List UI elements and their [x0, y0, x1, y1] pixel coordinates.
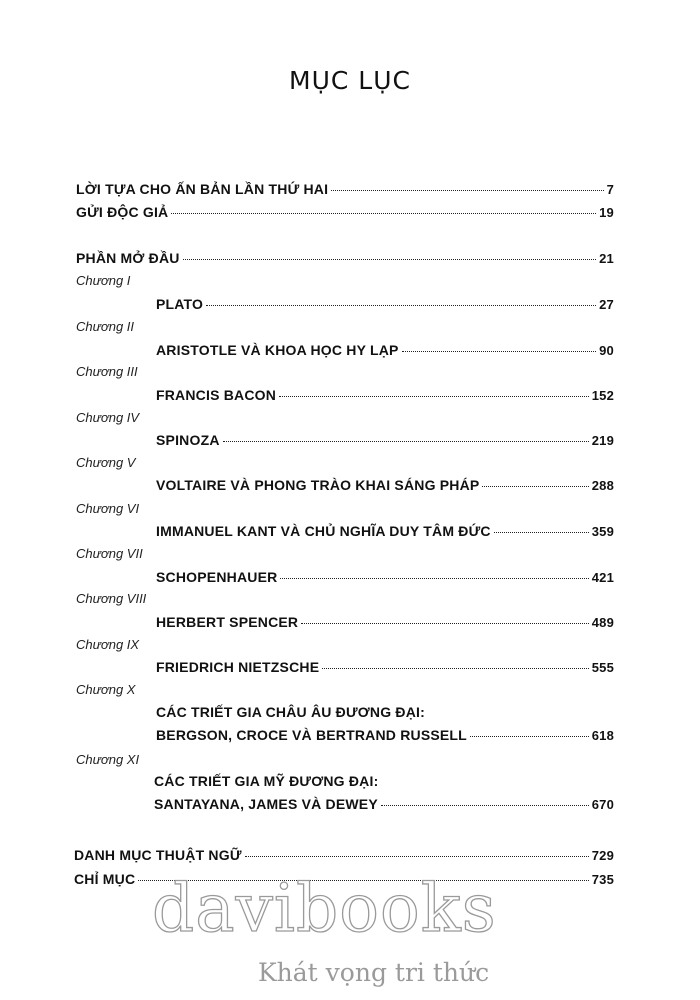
toc-entry-title-line: CÁC TRIẾT GIA MỸ ĐƯƠNG ĐẠI:: [154, 773, 379, 789]
chapter-number: Chương III: [76, 364, 138, 379]
chapter-number: Chương IX: [76, 637, 140, 652]
chapter-number: Chương XI: [76, 752, 140, 767]
toc-entry-label: GỬI ĐỘC GIẢ: [76, 204, 169, 220]
toc-entry-label: ARISTOTLE VÀ KHOA HỌC HY LẠP: [156, 342, 399, 358]
toc-entry-label: FRANCIS BACON: [156, 387, 277, 403]
toc-entry-introduction: [76, 250, 614, 266]
toc-entry-page: 7: [606, 182, 614, 197]
toc-entry-page: 21: [599, 251, 614, 266]
dot-leader: [223, 441, 589, 442]
chapter-number: Chương II: [76, 319, 135, 334]
dot-leader: [280, 578, 588, 579]
toc-entry-page: 555: [591, 660, 614, 675]
chapter-number: Chương I: [76, 273, 131, 288]
toc-entry-label: LỜI TỰA CHO ẤN BẢN LẦN THỨ HAI: [76, 181, 329, 197]
dot-leader: [245, 856, 589, 857]
chapter-number: Chương VIII: [76, 591, 147, 606]
toc-entry-page: 27: [599, 297, 614, 312]
chapter-number: Chương X: [76, 682, 136, 697]
toc-entry-page: 19: [599, 205, 614, 220]
toc-entry-label: HERBERT SPENCER: [156, 614, 299, 630]
toc-entry-chapter-1: [156, 296, 614, 312]
toc-entry-chapter-5: [156, 477, 614, 493]
toc-entry-page: 421: [591, 570, 614, 585]
toc-entry-label: SCHOPENHAUER: [156, 569, 278, 585]
toc-entry-label: IMMANUEL KANT VÀ CHỦ NGHĨA DUY TÂM ĐỨC: [156, 523, 491, 539]
toc-entry-preface: [76, 181, 614, 197]
toc-entry-page: 359: [591, 524, 614, 539]
dot-leader: [402, 351, 597, 352]
toc-entry-label: FRIEDRICH NIETZSCHE: [156, 659, 320, 675]
dot-leader: [331, 190, 603, 191]
toc-entry-page: 670: [591, 797, 614, 812]
dot-leader: [206, 305, 596, 306]
chapter-number: Chương VII: [76, 546, 143, 561]
toc-entry-label: SPINOZA: [156, 432, 220, 448]
dot-leader: [301, 623, 588, 624]
dot-leader: [279, 396, 589, 397]
chapter-number: Chương VI: [76, 501, 140, 516]
dot-leader: [381, 805, 589, 806]
toc-entry-chapter-10: [156, 727, 614, 743]
chapter-number: Chương V: [76, 455, 136, 470]
toc-entry-label: BERGSON, CROCE VÀ BERTRAND RUSSELL: [156, 727, 467, 743]
toc-entry-to-readers: [76, 204, 614, 220]
watermark-tagline: Khát vọng tri thức: [258, 958, 490, 987]
toc-entry-label: PLATO: [156, 296, 204, 312]
toc-entry-page: 219: [591, 433, 614, 448]
page-title: MỤC LỤC: [289, 66, 411, 95]
toc-entry-title-line: CÁC TRIẾT GIA CHÂU ÂU ĐƯƠNG ĐẠI:: [156, 704, 425, 720]
toc-entry-chapter-9: [156, 659, 614, 675]
chapter-number: Chương IV: [76, 410, 140, 425]
toc-entry-chapter-4: [156, 432, 614, 448]
toc-entry-glossary: [74, 847, 614, 863]
dot-leader: [183, 259, 597, 260]
toc-entry-label: SANTAYANA, JAMES VÀ DEWEY: [154, 796, 378, 812]
dot-leader: [482, 486, 588, 487]
watermark-logo: davibooks: [152, 870, 497, 947]
toc-entry-chapter-11: [154, 796, 614, 812]
toc-entry-page: 735: [591, 872, 614, 887]
toc-entry-page: 152: [591, 388, 614, 403]
dot-leader: [171, 213, 596, 214]
toc-entry-page: 729: [591, 848, 614, 863]
toc-entry-label: CHỈ MỤC: [74, 871, 136, 887]
toc-entry-label: DANH MỤC THUẬT NGỮ: [74, 847, 242, 863]
toc-entry-chapter-2: [156, 342, 614, 358]
toc-entry-page: 489: [591, 615, 614, 630]
toc-entry-chapter-3: [156, 387, 614, 403]
dot-leader: [470, 736, 589, 737]
toc-entry-chapter-6: [156, 523, 614, 539]
toc-entry-page: 288: [591, 478, 614, 493]
toc-entry-chapter-8: [156, 614, 614, 630]
toc-entry-page: 618: [591, 728, 614, 743]
toc-entry-page: 90: [599, 343, 614, 358]
dot-leader: [322, 668, 588, 669]
toc-entry-label: VOLTAIRE VÀ PHONG TRÀO KHAI SÁNG PHÁP: [156, 477, 480, 493]
dot-leader: [494, 532, 589, 533]
toc-entry-chapter-7: [156, 569, 614, 585]
toc-entry-label: PHẦN MỞ ĐẦU: [76, 250, 180, 266]
